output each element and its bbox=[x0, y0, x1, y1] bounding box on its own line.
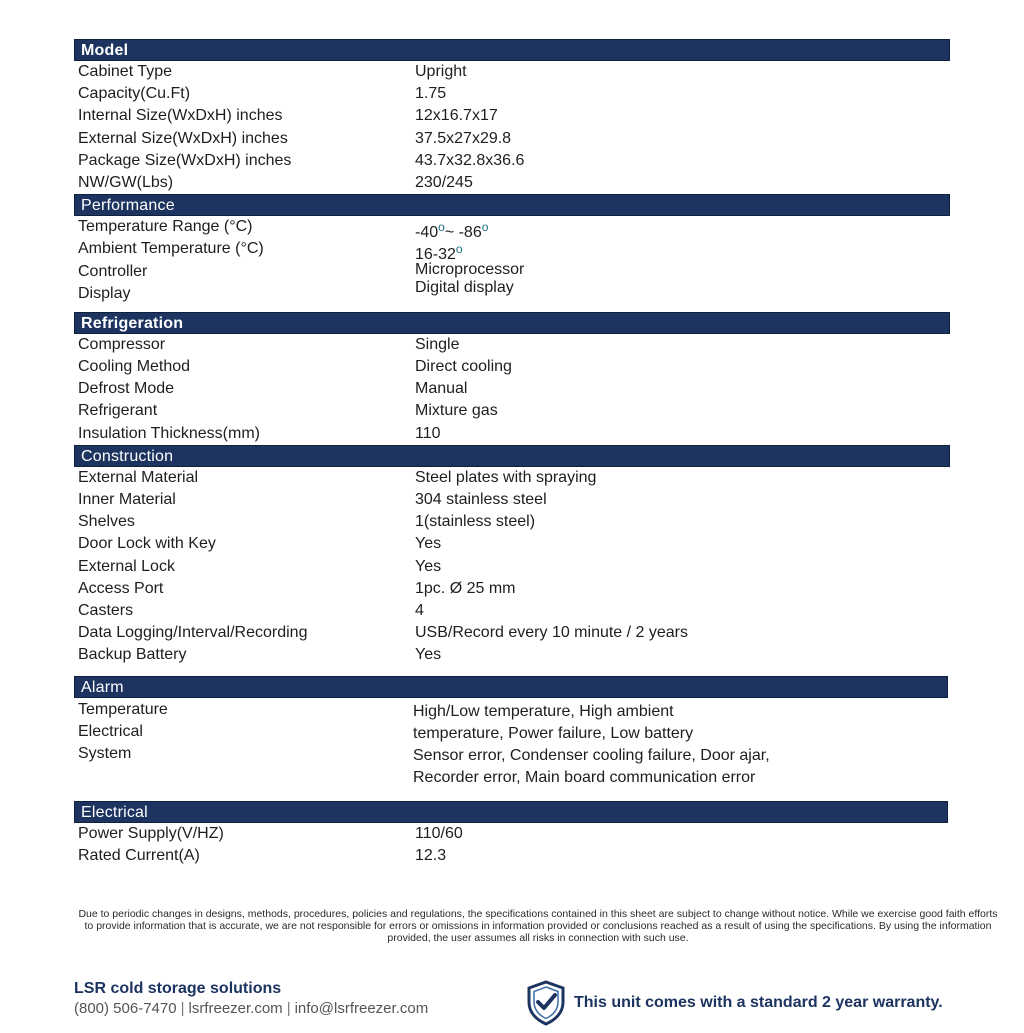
spec-row bbox=[74, 578, 950, 600]
spec-value: 43.7x32.8x36.6 bbox=[415, 151, 525, 169]
section-model bbox=[74, 39, 950, 194]
degree-mark: o bbox=[455, 242, 463, 257]
website-link[interactable]: lsrfreezer.com bbox=[188, 1000, 283, 1017]
spec-label: Display bbox=[78, 284, 131, 302]
spec-label: Door Lock with Key bbox=[78, 535, 216, 553]
section-performance bbox=[74, 194, 950, 305]
spec-row bbox=[74, 489, 950, 511]
spec-label: Internal Size(WxDxH) inches bbox=[78, 107, 283, 125]
spec-row bbox=[74, 150, 950, 172]
spec-value: USB/Record every 10 minute / 2 years bbox=[415, 624, 689, 642]
spec-value: Direct cooling bbox=[415, 358, 512, 376]
alarm-line: Sensor error, Condenser cooling failure, Door ajar, bbox=[413, 746, 770, 764]
spec-row bbox=[74, 83, 950, 105]
section-header-construction: Construction bbox=[74, 445, 950, 467]
degree-mark: o bbox=[481, 220, 489, 235]
spec-row bbox=[74, 622, 950, 644]
email-link[interactable]: info@lsrfreezer.com bbox=[294, 1000, 429, 1017]
disclaimer: Due to periodic changes in designs, methods, procedures, policies and regulations, the specifications contained in this sheet are subject to change without notice. While we exercise good faith efforts to provide information that is accurate, we are not responsible for errors or omissions in information provided or conclusions reached as a result of using the specifications. By using the information provided, the user assumes all risks in connection with such use. bbox=[78, 908, 998, 944]
alarm-line: High/Low temperature, High ambient bbox=[413, 702, 674, 720]
spec-value: -40$^o$~ -86$^o$ bbox=[415, 220, 489, 242]
spec-label: External Material bbox=[78, 468, 199, 486]
alarm-description bbox=[411, 699, 948, 789]
separator: | bbox=[286, 1000, 291, 1017]
alarm-labels bbox=[74, 699, 411, 789]
section-header-alarm: Alarm bbox=[74, 676, 948, 698]
spec-row bbox=[74, 238, 950, 264]
degree-mark: o bbox=[438, 220, 445, 235]
spec-label: Casters bbox=[78, 601, 134, 619]
alarm-label-system: System bbox=[78, 744, 132, 762]
spec-label: Controller bbox=[78, 262, 148, 280]
section-construction bbox=[74, 445, 950, 667]
spec-value: Microprocessor bbox=[415, 260, 525, 278]
section-header-electrical: Electrical bbox=[74, 801, 948, 823]
section-alarm bbox=[74, 676, 948, 789]
spec-row bbox=[74, 511, 950, 533]
spec-label: Cabinet Type bbox=[78, 63, 172, 80]
spec-label: Defrost Mode bbox=[78, 380, 175, 398]
alarm-line: temperature, Power failure, Low battery bbox=[413, 724, 694, 742]
section-header-refrigeration: Refrigeration bbox=[74, 312, 950, 334]
spec-value: Yes bbox=[415, 535, 442, 553]
company-name: LSR cold storage solutions bbox=[74, 980, 282, 997]
spec-value: 12.3 bbox=[415, 846, 447, 864]
spec-row bbox=[74, 823, 948, 845]
spec-sheet bbox=[74, 39, 950, 867]
spec-label: Shelves bbox=[78, 513, 135, 531]
spec-value: 1.75 bbox=[415, 85, 447, 103]
spec-label: Backup Battery bbox=[78, 646, 187, 664]
spec-row bbox=[74, 400, 950, 422]
section-header-performance: Performance bbox=[74, 194, 950, 216]
spec-label: Rated Current(A) bbox=[78, 846, 200, 864]
spec-value: Manual bbox=[415, 380, 468, 398]
spec-label: Access Port bbox=[78, 579, 164, 597]
spec-value: Yes bbox=[415, 557, 442, 575]
spec-label: Refrigerant bbox=[78, 402, 158, 420]
spec-value: Digital display bbox=[415, 278, 514, 296]
spec-row bbox=[74, 556, 950, 578]
spec-value: 110 bbox=[415, 424, 441, 442]
spec-label: Insulation Thickness(mm) bbox=[78, 424, 260, 442]
warranty-text: This unit comes with a standard 2 year warranty. bbox=[574, 994, 943, 1011]
spec-row bbox=[74, 334, 950, 356]
spec-label: External Size(WxDxH) inches bbox=[78, 129, 288, 147]
spec-value: Yes bbox=[415, 646, 442, 664]
spec-row bbox=[74, 533, 950, 555]
alarm-label-temperature: Temperature bbox=[78, 700, 168, 718]
spec-value: 12x16.7x17 bbox=[415, 107, 498, 125]
section-refrigeration bbox=[74, 312, 950, 445]
spec-row bbox=[74, 105, 950, 127]
alarm-details bbox=[74, 699, 948, 789]
spec-label: External Lock bbox=[78, 557, 175, 575]
spec-value: 4 bbox=[415, 601, 424, 619]
spec-value: 230/245 bbox=[415, 173, 473, 191]
spec-label: Data Logging/Interval/Recording bbox=[78, 624, 308, 642]
spec-label: Inner Material bbox=[78, 491, 176, 508]
spec-label: Temperature Range (°C) bbox=[78, 218, 253, 236]
spec-value: Single bbox=[415, 335, 460, 353]
spec-row bbox=[74, 467, 950, 489]
spec-label: Power Supply(V/HZ) bbox=[78, 824, 224, 842]
separator: | bbox=[180, 1000, 185, 1017]
spec-row bbox=[74, 600, 950, 622]
warranty-badge bbox=[526, 980, 943, 1026]
spec-value: 37.5x27x29.8 bbox=[415, 129, 512, 147]
spec-value: 304 stainless steel bbox=[415, 491, 547, 508]
contact-line bbox=[74, 1000, 428, 1017]
spec-row bbox=[74, 378, 950, 400]
alarm-label-electrical: Electrical bbox=[78, 722, 143, 740]
spec-row bbox=[74, 644, 950, 666]
footer-contact bbox=[74, 980, 428, 1017]
spec-label: Ambient Temperature (°C) bbox=[78, 240, 264, 258]
phone-number[interactable]: (800) 506-7470 bbox=[74, 1000, 177, 1017]
spec-row bbox=[74, 172, 950, 194]
spec-value: 1pc. Ø 25 mm bbox=[415, 579, 516, 597]
spec-row bbox=[74, 278, 950, 305]
spec-value: 110/60 bbox=[415, 824, 463, 842]
spec-value: Mixture gas bbox=[415, 402, 498, 420]
section-electrical bbox=[74, 801, 948, 867]
section-header-model: Model bbox=[74, 39, 950, 61]
spec-row bbox=[74, 128, 950, 150]
spec-value: Steel plates with spraying bbox=[415, 468, 597, 486]
spec-label: NW/GW(Lbs) bbox=[78, 173, 174, 191]
spec-row bbox=[74, 61, 950, 83]
spec-label: Cooling Method bbox=[78, 358, 191, 376]
spec-row bbox=[74, 356, 950, 378]
spec-label: Package Size(WxDxH) inches bbox=[78, 151, 292, 169]
spec-label: Compressor bbox=[78, 335, 166, 353]
alarm-line: Recorder error, Main board communication error bbox=[413, 768, 756, 786]
spec-row bbox=[74, 845, 948, 867]
spec-row bbox=[74, 216, 950, 242]
spec-label: Capacity(Cu.Ft) bbox=[78, 85, 191, 103]
spec-value: 1(stainless steel) bbox=[415, 513, 536, 531]
spec-value: Upright bbox=[415, 63, 467, 80]
shield-check-icon bbox=[526, 980, 566, 1026]
spec-value: 16-32$^o$ bbox=[415, 242, 463, 264]
spec-row bbox=[74, 423, 950, 445]
